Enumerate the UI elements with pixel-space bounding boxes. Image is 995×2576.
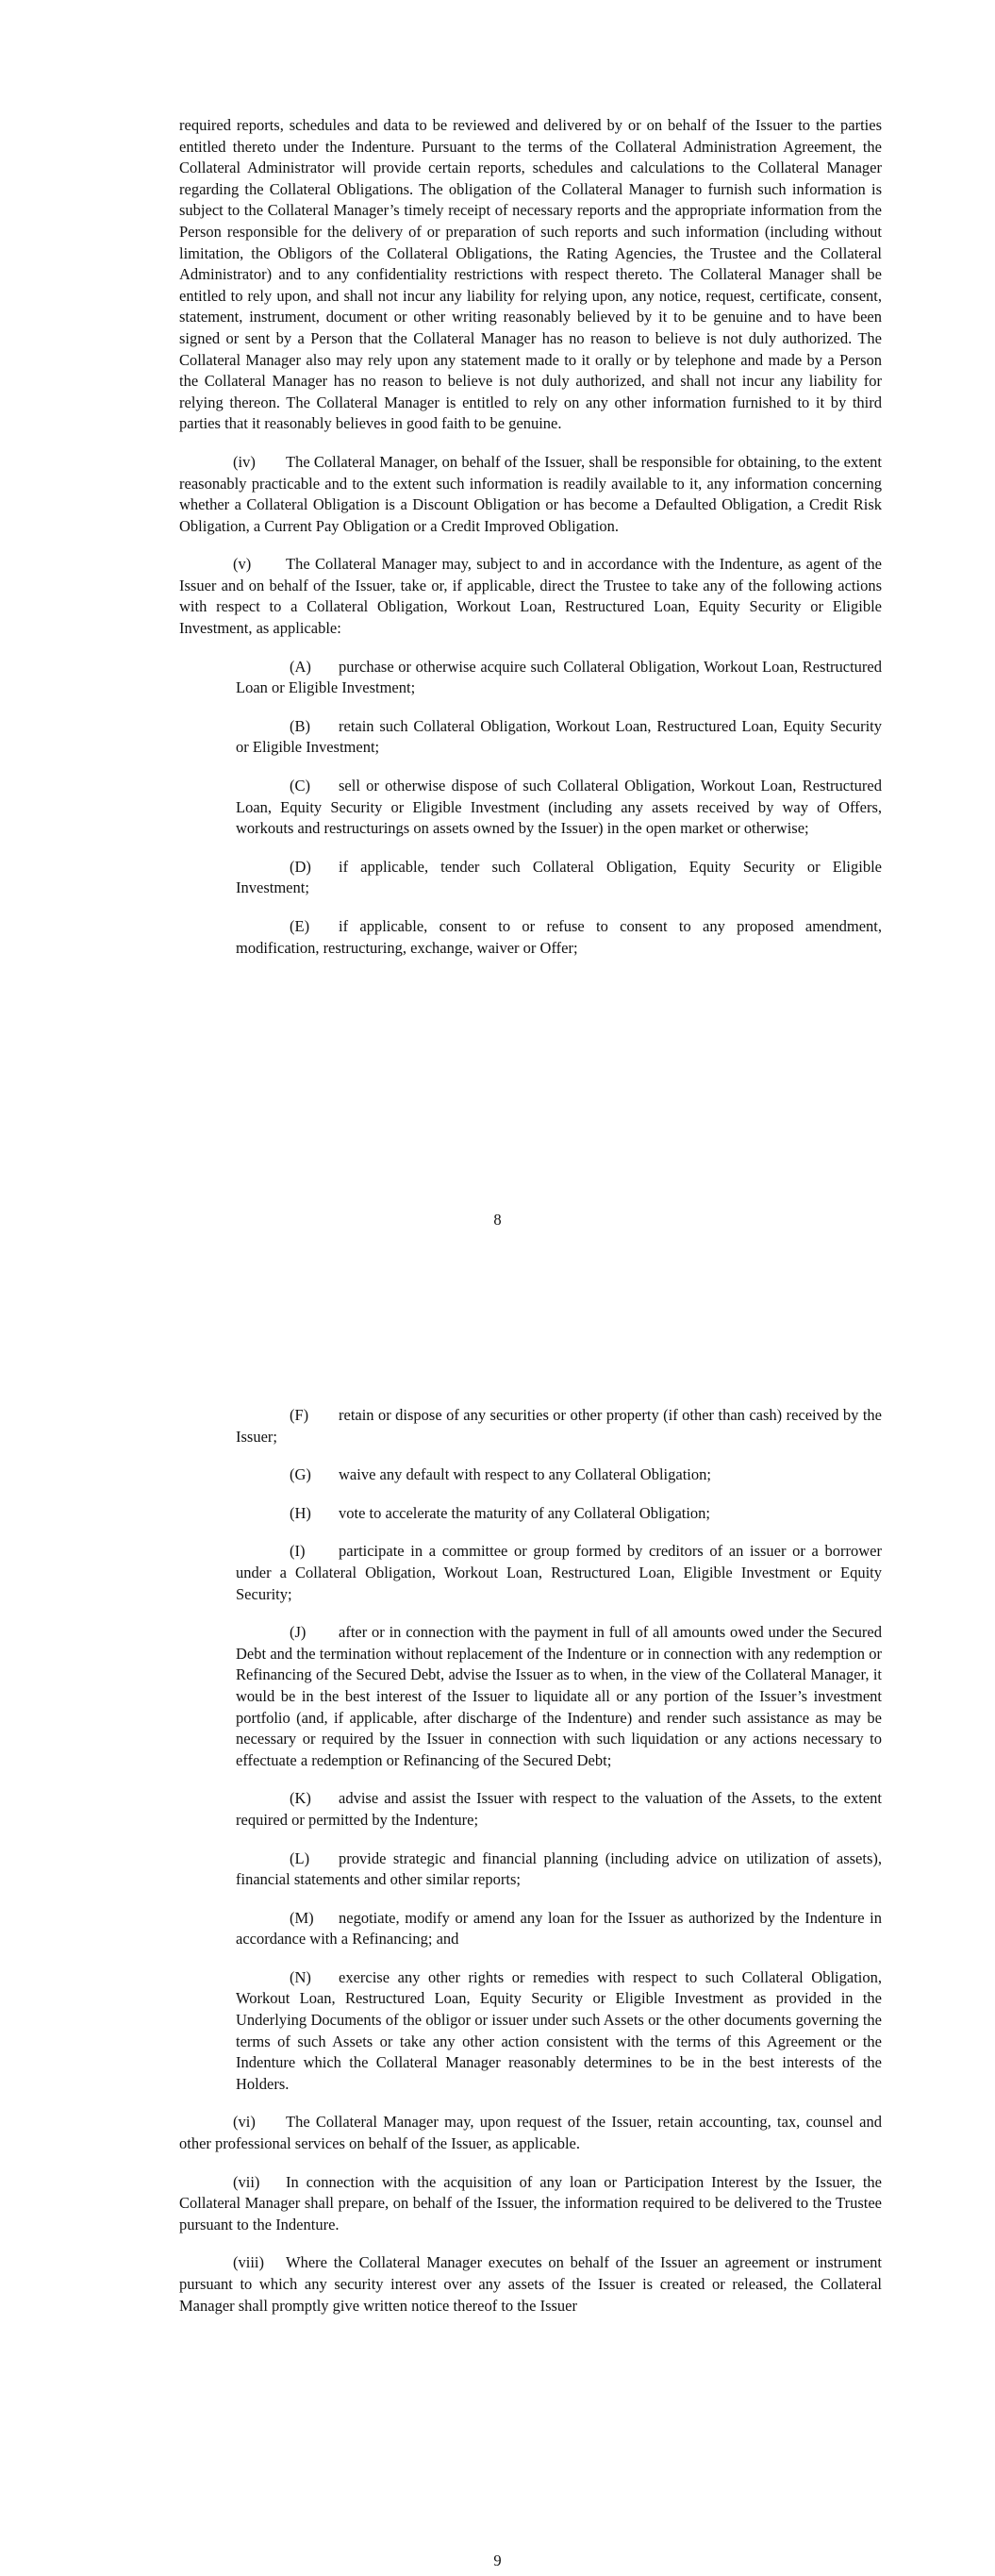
subclause-text: exercise any other rights or remedies with respect to such Collateral Obligation, Workout Loan, Restructured Loan, Equity Security or Eligible Investment as provided in the Underlying Documents of the obligor or issuer under such Assets or the other documents governing the terms of such Assets or take any other action consistent with the terms of this Agreement or the Indenture which the Collateral Manager reasonably determines to be in the best interests of the Holders. xyxy=(236,1967,882,2093)
subclause-j xyxy=(236,1622,882,1771)
subclause-f xyxy=(236,1405,882,1447)
subclause-tag: (A) xyxy=(290,657,311,676)
subclause-k xyxy=(236,1788,882,1831)
subclause-m xyxy=(236,1908,882,1950)
subclause-text: waive any default with respect to any Collateral Obligation; xyxy=(339,1465,711,1484)
subclause-tag: (D) xyxy=(290,857,311,876)
subclause-i xyxy=(236,1541,882,1605)
subclause-text: negotiate, modify or amend any loan for the Issuer as authorized by the Indenture in accordance with a Refinancing; and xyxy=(236,1908,882,1949)
subclause-tag: (N) xyxy=(290,1967,311,1986)
page-9 xyxy=(0,1288,995,2576)
page-number: 8 xyxy=(493,1211,502,1229)
subclause-text: after or in connection with the payment in full of all amounts owed under the Secured Debt and the termination without replacement of the Indenture or in connection with any redemption or Refinancing of the Secured Debt, advise the Issuer as to when, in the view of the Collateral Manager, it would be in the best interest of the Issuer to liquidate all or any portion of the Issuer’s investment portfolio (and, if applicable, after discharge of the Indenture) and render such assistance as may be necessary or required by the Issuer in connection with such liquidation or any actions necessary to effectuate a redemption or Refinancing of the Secured Debt; xyxy=(236,1623,882,1769)
subclause-text: advise and assist the Issuer with respect to the valuation of the Assets, to the extent required or permitted by the Indenture; xyxy=(236,1789,882,1829)
clause-vii xyxy=(179,2172,882,2236)
clause-v xyxy=(179,554,882,639)
subclause-tag: (B) xyxy=(290,716,310,735)
clause-viii xyxy=(179,2252,882,2317)
subclause-text: sell or otherwise dispose of such Collateral Obligation, Workout Loan, Restructured Loan, Equity Security or Eligible Investment (including any assets received by way of Offers, workouts and restructurings on assets owned by the Issuer) in the open market or otherwise; xyxy=(236,777,882,838)
subclause-tag: (K) xyxy=(290,1789,311,1808)
subclause-tag: (I) xyxy=(290,1542,306,1561)
subclause-tag: (H) xyxy=(290,1503,311,1522)
subclause-g xyxy=(236,1464,882,1486)
clause-text: The Collateral Manager, on behalf of the Issuer, shall be responsible for obtaining, to the extent reasonably practicable and to the extent such information is readily available to it, any information concerning whether a Collateral Obligation is a Discount Obligation or has become a Defaulted Obligation, a Credit Risk Obligation, a Current Pay Obligation or a Credit Improved Obligation. xyxy=(179,452,882,535)
subclause-tag: (F) xyxy=(290,1406,309,1424)
subclause-tag: (J) xyxy=(290,1623,307,1642)
subclause-tag: (C) xyxy=(290,777,310,795)
clause-vi xyxy=(179,2112,882,2154)
subclause-n xyxy=(236,1967,882,2096)
subclause-tag: (E) xyxy=(290,917,310,935)
subclause-text: provide strategic and financial planning (including advice on utilization of assets), financial statements and other similar reports; xyxy=(236,1848,882,1889)
subclause-c xyxy=(236,776,882,840)
subclause-text: participate in a committee or group formed by creditors of an issuer or a borrower under a Collateral Obligation, Workout Loan, Restructured Loan, Eligible Investment or Equity Security; xyxy=(236,1542,882,1603)
subclause-d xyxy=(236,857,882,899)
intro-paragraph: required reports, schedules and data to be reviewed and delivered by or on behalf of the Issuer to the parties entitled thereto under the Indenture. Pursuant to the terms of the Collateral Administration Agreement, the Collateral Administrator will provide certain reports, schedules and calculations to the Collateral Manager regarding the Collateral Obligations. The obligation of the Collateral Manager to furnish such information is subject to the Collateral Manager’s timely receipt of necessary reports and the appropriate information from the Person responsible for the delivery of or preparation of such reports and such information (including without limitation, the Obligors of the Collateral Obligations, the Rating Agencies, the Trustee and the Collateral Administrator) and to any confidentiality restrictions with respect thereto. The Collateral Manager shall be entitled to rely upon, and shall not incur any liability for relying upon, any notice, request, certificate, consent, statement, instrument, document or other writing reasonably believed by it to be genuine and to have been signed or sent by a Person that the Collateral Manager has no reason to believe is not duly authorized. The Collateral Manager also may rely upon any statement made to it orally or by telephone and made by a Person the Collateral Manager has no reason to believe is not duly authorized, and shall not incur any liability for relying thereon. The Collateral Manager is entitled to rely on any other information furnished to it by third parties that it reasonably believes in good faith to be genuine. xyxy=(179,116,882,433)
page-number: 9 xyxy=(493,2551,502,2569)
page-8-body xyxy=(179,115,882,976)
subclause-text: if applicable, consent to or refuse to consent to any proposed amendment, modification, restructuring, exchange, waiver or Offer; xyxy=(236,917,882,957)
subclause-l xyxy=(236,1848,882,1891)
subclause-text: retain such Collateral Obligation, Workout Loan, Restructured Loan, Equity Security or Eligible Investment; xyxy=(236,716,882,757)
clause-text: Where the Collateral Manager executes on behalf of the Issuer an agreement or instrument pursuant to which any security interest over any assets of the Issuer is created or released, the Collateral Manager shall promptly give written notice thereof to the Issuer xyxy=(179,2253,882,2315)
subclause-a xyxy=(236,657,882,699)
clause-tag: (vi) xyxy=(233,2113,256,2132)
subclause-text: retain or dispose of any securities or other property (if other than cash) received by the Issuer; xyxy=(236,1406,882,1446)
subclause-h xyxy=(236,1503,882,1525)
clause-text: The Collateral Manager may, upon request of the Issuer, retain accounting, tax, counsel and other professional services on behalf of the Issuer, as applicable. xyxy=(179,2113,882,2153)
subclause-text: if applicable, tender such Collateral Obligation, Equity Security or Eligible Investment; xyxy=(236,857,882,897)
subclause-tag: (M) xyxy=(290,1908,314,1927)
subclause-text: purchase or otherwise acquire such Collateral Obligation, Workout Loan, Restructured Loan or Eligible Investment; xyxy=(236,657,882,697)
clause-tag: (vii) xyxy=(233,2172,260,2191)
subclause-tag: (G) xyxy=(290,1465,311,1484)
clause-iv xyxy=(179,452,882,537)
clause-tag: (viii) xyxy=(233,2253,264,2272)
subclause-text: vote to accelerate the maturity of any Collateral Obligation; xyxy=(339,1503,711,1522)
subclause-b xyxy=(236,716,882,759)
subclause-e xyxy=(236,916,882,959)
page-9-body xyxy=(179,1405,882,2333)
clause-tag: (v) xyxy=(233,555,252,574)
subclause-tag: (L) xyxy=(290,1848,310,1867)
clause-tag: (iv) xyxy=(233,452,256,471)
clause-text: In connection with the acquisition of any loan or Participation Interest by the Issuer, the Collateral Manager shall prepare, on behalf of the Issuer, the information required to be delivered to the Trustee pursuant to the Indenture. xyxy=(179,2172,882,2233)
clause-text: The Collateral Manager may, subject to and in accordance with the Indenture, as agent of the Issuer and on behalf of the Issuer, take or, if applicable, direct the Trustee to take any of the following actions with respect to a Collateral Obligation, Workout Loan, Restructured Loan, Equity Security or Eligible Investment, as applicable: xyxy=(179,555,882,638)
